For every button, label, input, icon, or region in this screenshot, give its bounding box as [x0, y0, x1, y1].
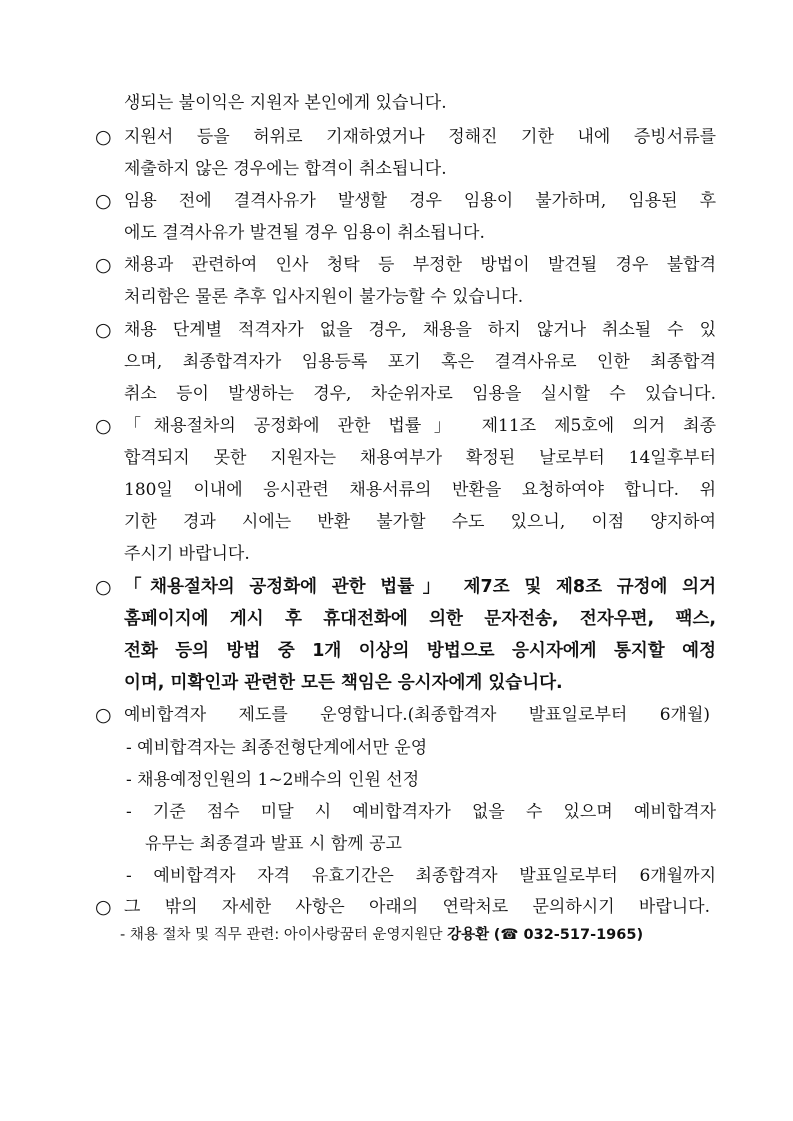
text-line-emphasis: 홈페이지에 게시 후 휴대전화에 의한 문자전송, 전자우편, 팩스,	[124, 609, 716, 629]
text-line: 생되는 불이익은 지원자 본인에게 있습니다.	[124, 93, 447, 113]
text-line: 취소 등이 발생하는 경우, 차순위자로 임용을 실시할 수 있습니다.	[124, 384, 716, 404]
text-line: 주시기 바랍니다.	[124, 544, 250, 564]
bullet-circle: ○	[95, 254, 112, 276]
bullet-circle: ○	[95, 704, 112, 726]
dash-item: - 기준 점수 미달 시 예비합격자가 없을 수 있으며 예비합격자	[126, 802, 716, 822]
text-line-emphasis: 이며, 미확인과 관련한 모든 책임은 응시자에게 있습니다.	[124, 673, 563, 693]
bullet-circle: ○	[95, 319, 112, 341]
dash-item: - 예비합격자 자격 유효기간은 최종합격자 발표일로부터 6개월까지	[126, 866, 716, 886]
dash-item-continuation: 유무는 최종결과 발표 시 함께 공고	[145, 834, 402, 854]
text-line: 제출하지 않은 경우에는 합격이 취소됩니다.	[124, 159, 447, 179]
bullet-circle: ○	[95, 415, 112, 437]
contact-line	[120, 924, 643, 946]
text-line: 예비합격자 제도를 운영합니다.(최종합격자 발표일로부터 6개월)	[124, 705, 710, 725]
text-line-emphasis: 전화 등의 방법 중 1개 이상의 방법으로 응시자에게 통지할 예정	[124, 641, 716, 661]
dash-item: - 예비합격자는 최종전형단계에서만 운영	[126, 738, 428, 758]
bullet-circle: ○	[95, 576, 112, 598]
dash-item: - 채용예정인원의 1~2배수의 인원 선정	[126, 770, 420, 790]
text-line: 합격되지 못한 지원자는 채용여부가 확정된 날로부터 14일후부터	[124, 448, 716, 468]
bullet-circle: ○	[95, 190, 112, 212]
text-line: 지원서 등을 허위로 기재하였거나 정해진 기한 내에 증빙서류를	[124, 127, 716, 147]
text-line: 임용 전에 결격사유가 발생할 경우 임용이 불가하며, 임용된 후	[124, 191, 716, 211]
text-line: 기한 경과 시에는 반환 불가할 수도 있으니, 이점 양지하여	[124, 512, 716, 532]
text-line: 에도 결격사유가 발견될 경우 임용이 취소됩니다.	[124, 223, 485, 243]
text-line: 채용 단계별 적격자가 없을 경우, 채용을 하지 않거나 취소될 수 있	[124, 320, 716, 340]
contact-phone: (☎ 032-517-1965)	[493, 927, 644, 943]
text-line: 그 밖의 자세한 사항은 아래의 연락처로 문의하시기 바랍니다.	[124, 897, 710, 917]
text-line: 으며, 최종합격자가 임용등록 포기 혹은 결격사유로 인한 최종합격	[124, 352, 716, 372]
text-line-emphasis: 「채용절차의 공정화에 관한 법률」 제7조 및 제8조 규정에 의거	[124, 577, 716, 597]
text-line: 처리함은 물론 추후 입사지원이 불가능할 수 있습니다.	[124, 287, 524, 307]
contact-prefix: - 채용 절차 및 직무 관련: 아이사랑꿈터 운영지원단	[120, 927, 448, 943]
bullet-circle: ○	[95, 126, 112, 148]
text-line: 「채용절차의 공정화에 관한 법률」 제11조 제5호에 의거 최종	[124, 416, 716, 436]
bullet-circle: ○	[95, 896, 112, 918]
text-line: 채용과 관련하여 인사 청탁 등 부정한 방법이 발견될 경우 불합격	[124, 255, 716, 275]
contact-name: 강용환	[447, 927, 490, 943]
text-line: 180일 이내에 응시관련 채용서류의 반환을 요청하여야 합니다. 위	[124, 480, 716, 500]
